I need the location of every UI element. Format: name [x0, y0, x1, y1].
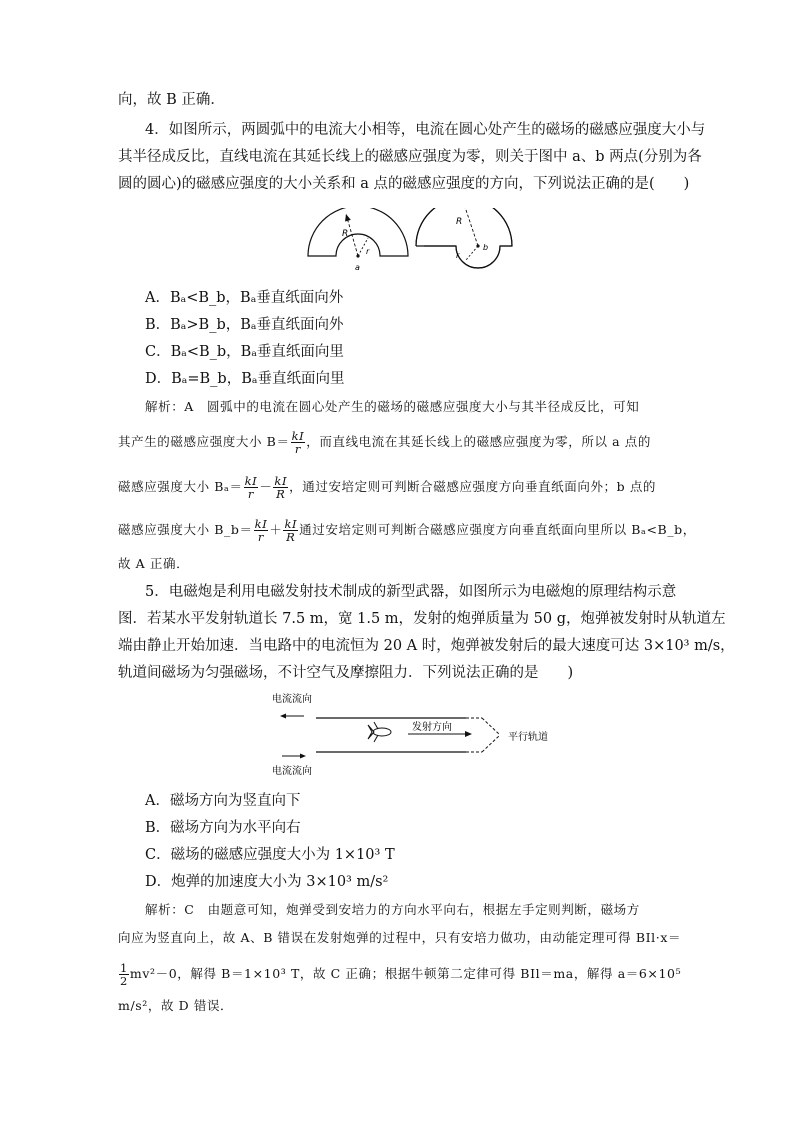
projectile [368, 722, 391, 742]
option-4c: C．Bₐ<B_b，Bₐ垂直纸面向里 [145, 344, 344, 360]
solution-4-line [118, 430, 651, 455]
question-5-text: 轨道间磁场为匀强磁场，不计空气及摩擦阻力．下列说法正确的是 ) [118, 665, 574, 681]
right-arc-conductor [416, 208, 512, 268]
solution-5-line [118, 962, 681, 987]
solution-text: ，通过安培定则可判断合磁感应强度方向垂直纸面向外；b 点的 [289, 479, 657, 494]
rails-label: 平行轨道 [508, 732, 548, 743]
solution-4-end: 故 A 正确． [118, 556, 190, 571]
fraction: $\frac{kI}{r}$ [244, 474, 258, 501]
label-a: a [355, 263, 360, 272]
option-5c: C．磁场的磁感应强度大小为 1×10³ T [145, 847, 395, 863]
solution-5: 向应为竖直向上，故 A、B 错误在发射炮弹的过程中，只有安培力做功，由动能定理可得 BIl·x＝ [118, 930, 682, 945]
text-line: 向，故 B 正确． [118, 92, 225, 108]
solution-4: 解析：A 圆弧中的电流在圆心处产生的磁场的磁感应强度大小与其半径成反比，可知 [145, 399, 640, 414]
fraction: $\frac{kI}{r}$ [254, 517, 268, 544]
fraction: $\frac{kI}{R}$ [274, 474, 288, 501]
label-b: b [483, 243, 489, 252]
fraction: $\frac{kI}{R}$ [284, 517, 298, 544]
solution-text: 磁感应强度大小 B_b＝ [118, 522, 253, 537]
label-R-right: R [456, 217, 463, 227]
left-arc-conductor [308, 208, 408, 256]
label-r-right: r [456, 251, 460, 260]
solution-text: 磁感应强度大小 Bₐ＝ [118, 479, 243, 494]
figure-arcs [306, 208, 546, 278]
option-4b: B．Bₐ>B_b，Bₐ垂直纸面向外 [145, 317, 344, 333]
option-5a: A．磁场方向为竖直向下 [145, 793, 301, 809]
label-R-left: R [342, 229, 349, 239]
fraction: $\frac{kI}{r}$ [291, 429, 305, 456]
option-4a: A．Bₐ<B_b，Bₐ垂直纸面向外 [145, 290, 344, 306]
solution-text: mv²－0，解得 B＝1×10³ T，故 C 正确；根据牛顿第二定律可得 BIl＝ma，解得 a＝6×10⁵ [129, 966, 682, 981]
minus-sign: － [259, 479, 273, 494]
solution-4-line [118, 475, 656, 500]
plus-sign: ＋ [269, 522, 283, 537]
launch-direction-label: 发射方向 [412, 722, 452, 733]
question-4-text: 其半径成反比，直线电流在其延长线上的磁感应强度为零，则关于图中 a、b 两点(分别为各 [118, 149, 702, 165]
figure-railgun [268, 690, 568, 780]
solution-text: 通过安培定则可判断合磁感应强度方向垂直纸面向里所以 Bₐ<B_b， [299, 522, 696, 537]
option-4d: D．Bₐ=B_b，Bₐ垂直纸面向里 [145, 371, 345, 387]
question-5-text: 图．若某水平发射轨道长 7.5 m，宽 1.5 m，发射的炮弹质量为 50 g，炮弹被发射时从轨道左 [118, 611, 726, 627]
question-4-text: 圆的圆心)的磁感应强度的大小关系和 a 点的磁感应强度的方向，下列说法正确的是( ) [118, 176, 690, 192]
solution-text: 其产生的磁感应强度大小 B＝ [118, 434, 290, 449]
label-r-left: r [366, 247, 370, 256]
fraction: $\frac{1}{2}$ [120, 961, 128, 988]
current-top-label: 电流流向 [272, 694, 312, 705]
option-5b: B．磁场方向为水平向右 [145, 820, 301, 836]
question-4-text: 4．如图所示，两圆弧中的电流大小相等，电流在圆心处产生的磁场的磁感应强度大小与 [145, 122, 706, 138]
option-5d: D．炮弹的加速度大小为 3×10³ m/s² [145, 874, 389, 890]
solution-text: ，而直线电流在其延长线上的磁感应强度为零，所以 a 点的 [306, 434, 651, 449]
question-5-text: 5．电磁炮是利用电磁发射技术制成的新型武器，如图所示为电磁炮的原理结构示意 [145, 584, 677, 600]
solution-4-line [118, 518, 696, 543]
current-bottom-label: 电流流向 [272, 766, 312, 777]
question-5-text: 端由静止开始加速．当电路中的电流恒为 20 A 时，炮弹被发射后的最大速度可达 3×10³ m/s， [118, 638, 735, 654]
solution-5-end: m/s²，故 D 错误． [118, 998, 234, 1013]
solution-5: 解析：C 由题意可知，炮弹受到安培力的方向水平向右，根据左手定则判断，磁场方 [145, 902, 640, 917]
